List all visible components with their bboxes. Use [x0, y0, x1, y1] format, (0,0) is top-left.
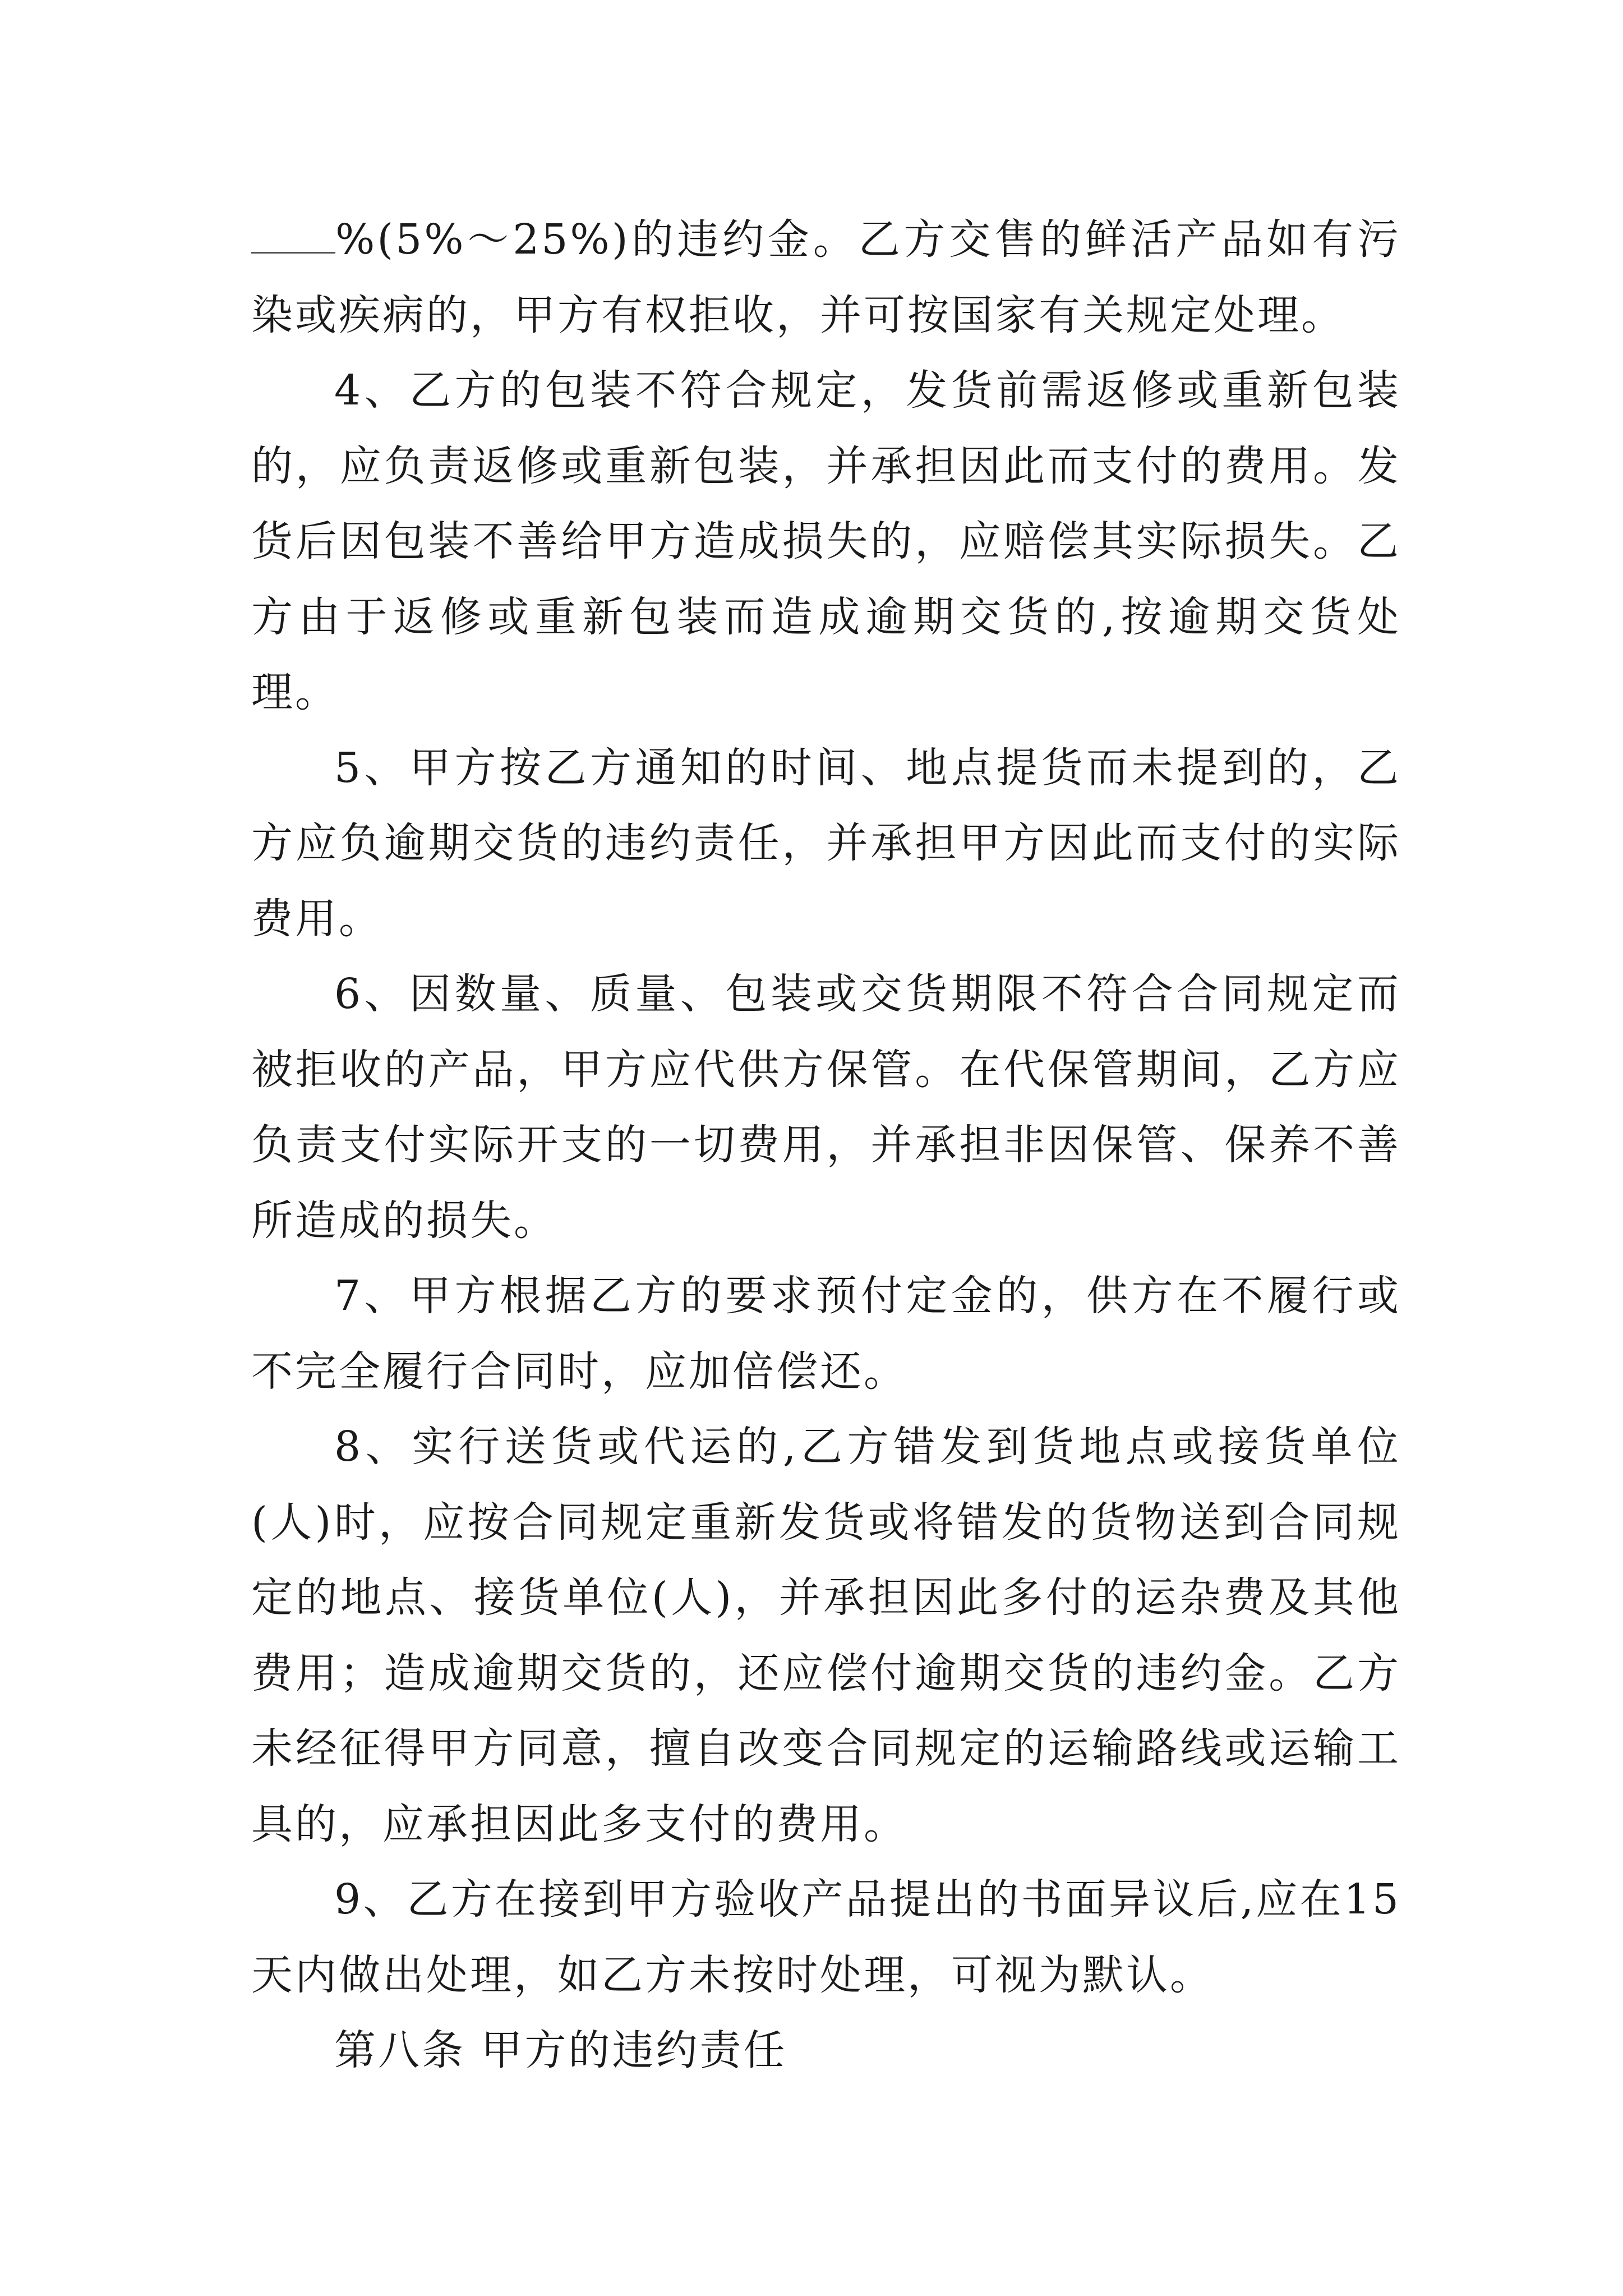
fill-in-blank[interactable] — [251, 218, 335, 254]
paragraph-clause-8: 8、实行送货或代运的,乙方错发到货地点或接货单位(人)时，应按合同规定重新发货或将错发的货物送到合同规定的地点、接货单位(人)，并承担因此多付的运杂费及其他费用；造成逾期交货的，还应偿付逾期交货的违约金。乙方未经征得甲方同意，擅自改变合同规定的运输路线或运输工具的，应承担因此多支付的费用。 — [251, 1423, 1401, 1848]
paragraph-clause-6: 6、因数量、质量、包装或交货期限不符合合同规定而被拒收的产品，甲方应代供方保管。在代保管期间，乙方应负责支付实际开支的一切费用，并承担非因保管、保养不善所造成的损失。 — [251, 970, 1401, 1245]
paragraph-clause-5: 5、甲方按乙方通知的时间、地点提货而未提到的，乙方应负逾期交货的违约责任，并承担甲方因此而支付的实际费用。 — [251, 743, 1401, 943]
paragraph-clause-4: 4、乙方的包装不符合规定，发货前需返修或重新包装的，应负责返修或重新包装，并承担因此而支付的费用。发货后因包装不善给甲方造成损失的，应赔偿其实际损失。乙方由于返修或重新包装而造成逾期交货的,按逾期交货处理。 — [251, 366, 1401, 716]
paragraph-penalty-rate — [251, 202, 1401, 353]
paragraph-clause-9: 9、乙方在接到甲方验收产品提出的书面异议后,应在15天内做出处理，如乙方未按时处理，可视为默认。 — [251, 1875, 1401, 1999]
document-body — [251, 202, 1401, 2088]
section-heading: 第八条 甲方的违约责任 — [334, 2026, 787, 2074]
paragraph-text: %(5%～25%)的违约金。乙方交售的鲜活产品如有污染或疾病的，甲方有权拒收，并可按国家有关规定处理。 — [251, 215, 1401, 339]
paragraph-clause-7: 7、甲方根据乙方的要求预付定金的，供方在不履行或不完全履行合同时，应加倍偿还。 — [251, 1272, 1401, 1396]
